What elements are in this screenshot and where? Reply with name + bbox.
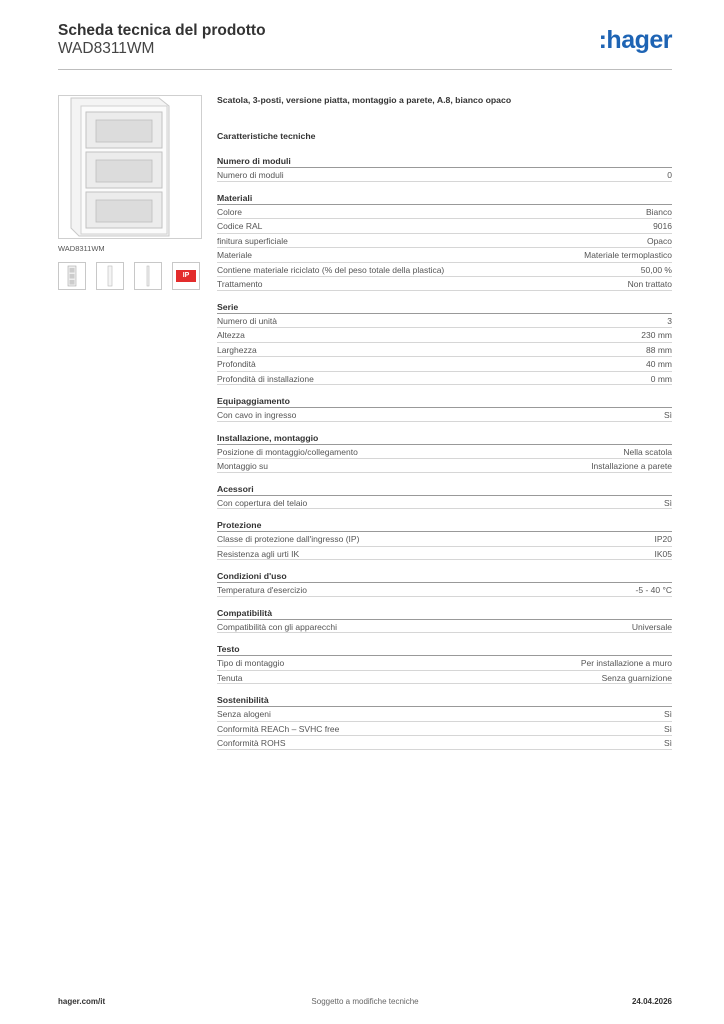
spec-label: Numero di moduli (217, 170, 284, 180)
spec-row (217, 582, 672, 597)
spec-label: Conformità REACh – SVHC free (217, 723, 340, 734)
image-caption: WAD8311WM (58, 244, 105, 253)
spec-row (217, 356, 672, 371)
spec-row (217, 327, 672, 342)
spec-label: finitura superficiale (217, 235, 288, 246)
section-heading: Numero di moduli (217, 156, 291, 166)
spec-value: -5 - 40 °C (635, 585, 672, 595)
section-heading: Installazione, montaggio (217, 432, 319, 443)
spec-value: Sì (663, 410, 672, 420)
spec-value: Bianco (646, 206, 672, 217)
section-heading: Materiali (217, 192, 253, 203)
spec-section (217, 695, 672, 750)
spec-section (217, 644, 672, 684)
spec-label: Materiale (217, 250, 252, 260)
section-heading: Equipaggiamento (217, 396, 290, 406)
section-heading: Serie (217, 301, 239, 312)
spec-label: Numero di unità (217, 315, 278, 326)
spec-row (217, 655, 672, 670)
document-title: Scheda tecnica del prodotto (58, 22, 266, 39)
technical-characteristics-heading: Caratteristiche tecniche (217, 131, 316, 141)
spec-row (217, 721, 672, 736)
spec-value: Sì (663, 723, 672, 734)
section-heading: Acessori (217, 483, 254, 494)
section-heading: Compatibilità (217, 607, 273, 618)
spec-value: Nella scatola (623, 446, 672, 457)
spec-value: 3 (667, 315, 672, 326)
spec-row (217, 444, 672, 459)
spec-label: Senza alogeni (217, 709, 271, 719)
spec-section (217, 396, 672, 422)
section-heading: Condizioni d'uso (217, 571, 287, 581)
spec-value: IP20 (654, 534, 672, 544)
spec-value: Non trattato (627, 279, 672, 289)
spec-value: Sì (663, 738, 672, 748)
spec-label: Profondità di installazione (217, 373, 314, 384)
box-front-icon (59, 263, 85, 289)
spec-row (217, 735, 672, 750)
footer-note: Soggetto a modifiche tecniche (311, 997, 419, 1006)
spec-section (217, 571, 672, 597)
spec-label: Contiene materiale riciclato (% del peso totale della plastica) (217, 264, 445, 275)
spec-label: Profondità (217, 359, 256, 369)
spec-row (217, 276, 672, 291)
spec-section (217, 156, 672, 182)
spec-row (217, 495, 672, 510)
spec-row (217, 247, 672, 262)
spec-row (217, 371, 672, 386)
spec-row (217, 531, 672, 546)
spec-value: 50,00 % (640, 264, 672, 275)
spec-value: Sì (663, 709, 672, 719)
spec-label: Con copertura del telaio (217, 497, 308, 508)
ip-badge: IP (176, 270, 196, 282)
spec-row (217, 458, 672, 473)
spec-section (217, 484, 672, 510)
thumbnail-front[interactable] (58, 262, 86, 290)
spec-row (217, 670, 672, 685)
spec-label: Colore (217, 206, 243, 217)
spec-label: Resistenza agli urti IK (217, 548, 300, 559)
spec-sections (217, 156, 672, 750)
spec-row (217, 262, 672, 277)
spec-value: Installazione a parete (591, 461, 672, 471)
spec-label: Con cavo in ingresso (217, 410, 297, 420)
section-heading: Sostenibilità (217, 695, 269, 705)
spec-value: 9016 (653, 221, 672, 231)
spec-label: Codice RAL (217, 221, 263, 231)
spec-value: 230 mm (641, 330, 672, 340)
page-footer (58, 997, 672, 1009)
box-profile-icon (135, 263, 161, 289)
spec-section (217, 302, 672, 386)
spec-section (217, 433, 672, 473)
hager-logo: :hager (598, 26, 672, 54)
spec-label: Tenuta (217, 672, 243, 683)
spec-value: Sì (663, 497, 672, 508)
spec-label: Temperatura d'esercizio (217, 585, 307, 595)
spec-value: 0 (667, 170, 672, 180)
spec-label: Montaggio su (217, 461, 269, 471)
thumbnail-profile[interactable] (134, 262, 162, 290)
spec-value: Senza guarnizione (601, 672, 672, 683)
spec-section (217, 193, 672, 291)
spec-value: Materiale termoplastico (584, 250, 672, 260)
spec-row (217, 313, 672, 328)
spec-section (217, 520, 672, 560)
spec-row (217, 706, 672, 721)
spec-value: 0 mm (650, 373, 672, 384)
product-image (58, 95, 202, 239)
spec-row (217, 233, 672, 248)
spec-row (217, 619, 672, 634)
spec-label: Conformità ROHS (217, 738, 286, 748)
footer-date: 24.04.2026 (631, 997, 672, 1006)
spec-row (217, 204, 672, 219)
spec-label: Classe di protezione dall'ingresso (IP) (217, 534, 360, 544)
spec-label: Posizione di montaggio/collegamento (217, 446, 358, 457)
spec-label: Larghezza (217, 344, 257, 355)
spec-row (217, 407, 672, 422)
section-heading: Testo (217, 644, 240, 654)
header-divider (58, 69, 672, 70)
section-heading: Protezione (217, 520, 262, 530)
thumbnail-side[interactable] (96, 262, 124, 290)
spec-value: IK05 (654, 548, 672, 559)
spec-label: Trattamento (217, 279, 263, 289)
product-description: Scatola, 3-posti, versione piatta, montaggio a parete, A.8, bianco opaco (217, 95, 512, 105)
spec-content (217, 95, 672, 750)
spec-row (217, 218, 672, 233)
spec-row (217, 546, 672, 561)
spec-label: Tipo di montaggio (217, 658, 285, 668)
spec-row (217, 167, 672, 182)
spec-section (217, 608, 672, 634)
spec-row (217, 342, 672, 357)
spec-value: Opaco (646, 235, 672, 246)
spec-value: 88 mm (646, 344, 672, 355)
spec-value: Per installazione a muro (580, 658, 672, 668)
wall-box-illustration (59, 96, 201, 238)
box-side-icon (97, 263, 123, 289)
spec-value: 40 mm (646, 359, 672, 369)
spec-label: Compatibilità con gli apparecchi (217, 621, 338, 632)
spec-value: Universale (631, 621, 672, 632)
product-code: WAD8311WM (58, 40, 155, 57)
footer-website-link[interactable]: hager.com/it (58, 997, 106, 1006)
page-header (58, 20, 672, 70)
spec-label: Altezza (217, 330, 245, 340)
